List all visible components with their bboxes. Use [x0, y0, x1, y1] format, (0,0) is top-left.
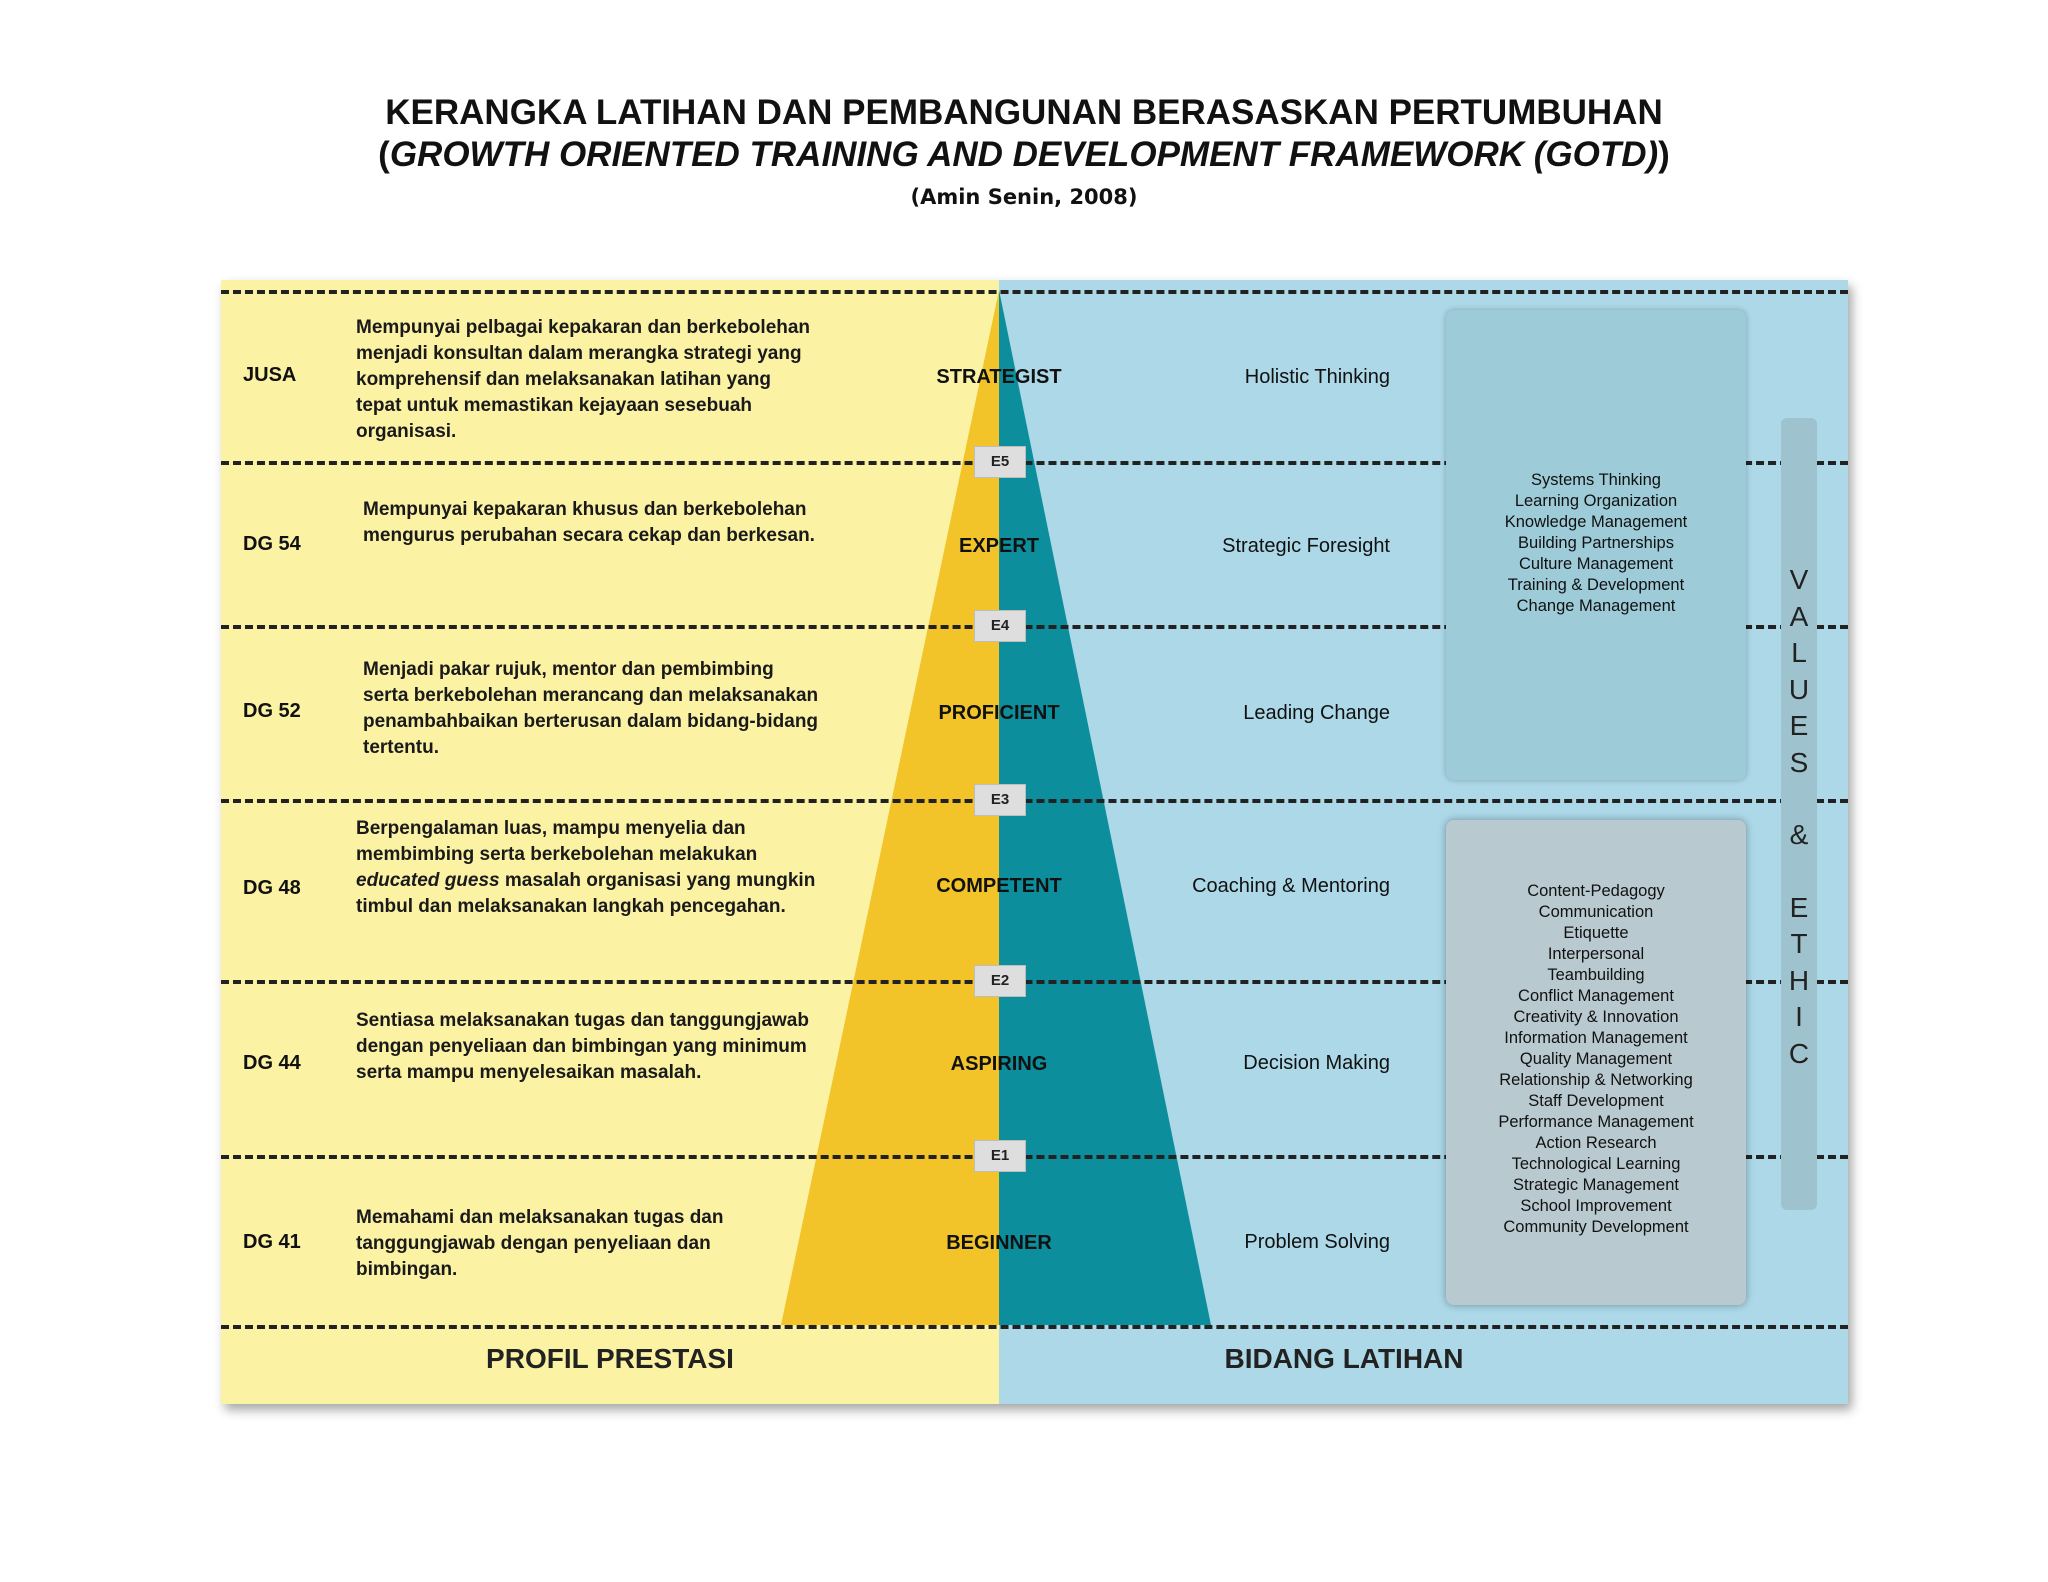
grade-label: DG 48: [243, 877, 301, 899]
topic-item: Strategic Management: [1512, 1176, 1679, 1194]
vertical-letter: I: [1795, 1001, 1803, 1032]
vertical-letter: U: [1788, 673, 1810, 705]
description-text: Berpengalaman luas, mampu menyelia dan membimbing serta berkebolehan melakukan: [356, 818, 758, 865]
vertical-letter: A: [1789, 600, 1809, 632]
level-label: STRATEGIST: [936, 366, 1062, 388]
level-label: EXPERT: [958, 535, 1040, 557]
level-label: ASPIRING: [950, 1053, 1048, 1075]
vertical-letter: L: [1791, 637, 1807, 668]
grade-label: DG 44: [243, 1052, 301, 1074]
paren-close: ): [1658, 135, 1670, 174]
topic-item: Technological Learning: [1511, 1155, 1681, 1173]
vertical-letter: V: [1789, 564, 1809, 595]
topic-item: Teambuilding: [1547, 966, 1645, 984]
paren-open: (: [378, 135, 390, 174]
training-area-label: Decision Making: [1243, 1052, 1390, 1074]
level-marker-e2: E2: [974, 965, 1026, 997]
topic-item: Communication: [1538, 903, 1654, 921]
profile-description: [356, 816, 816, 920]
page-title: KERANGKA LATIHAN DAN PEMBANGUNAN BERASASKAN PERTUMBUHAN: [385, 93, 1663, 132]
page-subtitle-english: [0, 134, 2048, 176]
level-label: PROFICIENT: [938, 702, 1060, 724]
topic-item: Information Management: [1504, 1029, 1688, 1047]
profile-description: Memahami dan melaksanakan tugas dan tanggungjawab dengan penyeliaan dan bimbingan.: [356, 1207, 724, 1280]
vertical-letter: C: [1788, 1037, 1810, 1069]
topic-item: Interpersonal: [1547, 945, 1645, 963]
topic-item: Creativity & Innovation: [1513, 1008, 1679, 1026]
training-area-label: Coaching & Mentoring: [1192, 875, 1390, 897]
topic-item: Quality Management: [1519, 1050, 1673, 1068]
topic-item: Community Development: [1503, 1218, 1689, 1236]
profile-description: Mempunyai kepakaran khusus dan berkebolehan mengurus perubahan secara cekap dan berkesan.: [363, 499, 815, 546]
topic-item: Action Research: [1535, 1134, 1657, 1152]
topic-item: Performance Management: [1498, 1113, 1694, 1131]
vertical-letter: S: [1789, 746, 1809, 778]
topic-item: Content-Pedagogy: [1527, 882, 1665, 900]
grade-label: JUSA: [243, 364, 297, 386]
topic-item: Systems Thinking: [1531, 471, 1661, 489]
level-label: COMPETENT: [936, 875, 1062, 897]
training-area-label: Holistic Thinking: [1244, 366, 1390, 388]
grade-label: DG 41: [243, 1231, 301, 1253]
level-marker-e5: E5: [974, 446, 1026, 478]
divider-line: [221, 290, 1848, 294]
vertical-letter: E: [1789, 710, 1809, 741]
topic-item: Etiquette: [1563, 924, 1629, 942]
english-title: GROWTH ORIENTED TRAINING AND DEVELOPMENT FRAMEWORK (GOTD): [389, 135, 1659, 174]
level-label: BEGINNER: [946, 1232, 1052, 1254]
profile-description: Menjadi pakar rujuk, mentor dan pembimbing serta berkebolehan merancang dan melaksanakan penambahbaikan berterusan dalam bidang-bidang tertentu.: [363, 659, 819, 758]
divider-line: [221, 799, 1848, 803]
topic-item: Change Management: [1516, 597, 1676, 615]
vertical-letter: H: [1788, 964, 1810, 996]
description-italic-term: educated guess: [356, 870, 500, 891]
title-block: [0, 92, 2048, 214]
grade-label: DG 54: [243, 533, 301, 555]
divider-line: [221, 1325, 1848, 1329]
vertical-letter: T: [1790, 928, 1808, 959]
training-area-label: Leading Change: [1243, 702, 1390, 724]
grade-label: DG 52: [243, 700, 301, 722]
author-citation: (Amin Senin, 2008): [910, 185, 1138, 209]
level-marker-e1: E1: [974, 1140, 1026, 1172]
footer-performance-profile: PROFIL PRESTASI: [486, 1343, 734, 1374]
topic-item: Learning Organization: [1514, 492, 1678, 510]
topic-item: Knowledge Management: [1504, 513, 1688, 531]
topic-item: School Improvement: [1520, 1197, 1672, 1215]
footer-training-area: BIDANG LATIHAN: [1224, 1343, 1464, 1374]
training-area-label: Strategic Foresight: [1222, 535, 1390, 557]
profile-description: Sentiasa melaksanakan tugas dan tanggungjawab dengan penyeliaan dan bimbingan yang minimum serta mampu menyelesaikan masalah.: [356, 1010, 809, 1083]
topic-item: Relationship & Networking: [1499, 1071, 1693, 1089]
triangle-right-half: [999, 290, 1211, 1325]
triangle-left-half: [781, 290, 999, 1325]
description-text: masalah organisasi yang mungkin timbul dan melaksanakan langkah pencegahan.: [356, 870, 816, 917]
vertical-letter: &: [1789, 819, 1809, 850]
core-topics-list: [1446, 881, 1746, 1238]
topic-item: Conflict Management: [1518, 987, 1674, 1005]
training-area-label: Problem Solving: [1244, 1231, 1390, 1253]
topic-item: Training & Development: [1507, 576, 1685, 594]
topic-item: Building Partnerships: [1518, 534, 1674, 552]
topic-item: Staff Development: [1528, 1092, 1664, 1110]
level-marker-e3: E3: [974, 784, 1026, 816]
vertical-letter: E: [1789, 891, 1809, 923]
level-marker-e4: E4: [974, 610, 1026, 642]
framework-diagram: [221, 280, 1848, 1404]
profile-description: Mempunyai pelbagai kepakaran dan berkebolehan menjadi konsultan dalam merangka strategi yang komprehensif dan melaksanakan latihan yang tepat untuk memastikan kejayaan sesebuah organisasi.: [356, 317, 811, 442]
leadership-topics-list: [1446, 470, 1746, 617]
topic-item: Culture Management: [1518, 555, 1674, 573]
values-ethic-label: [1781, 562, 1817, 1072]
